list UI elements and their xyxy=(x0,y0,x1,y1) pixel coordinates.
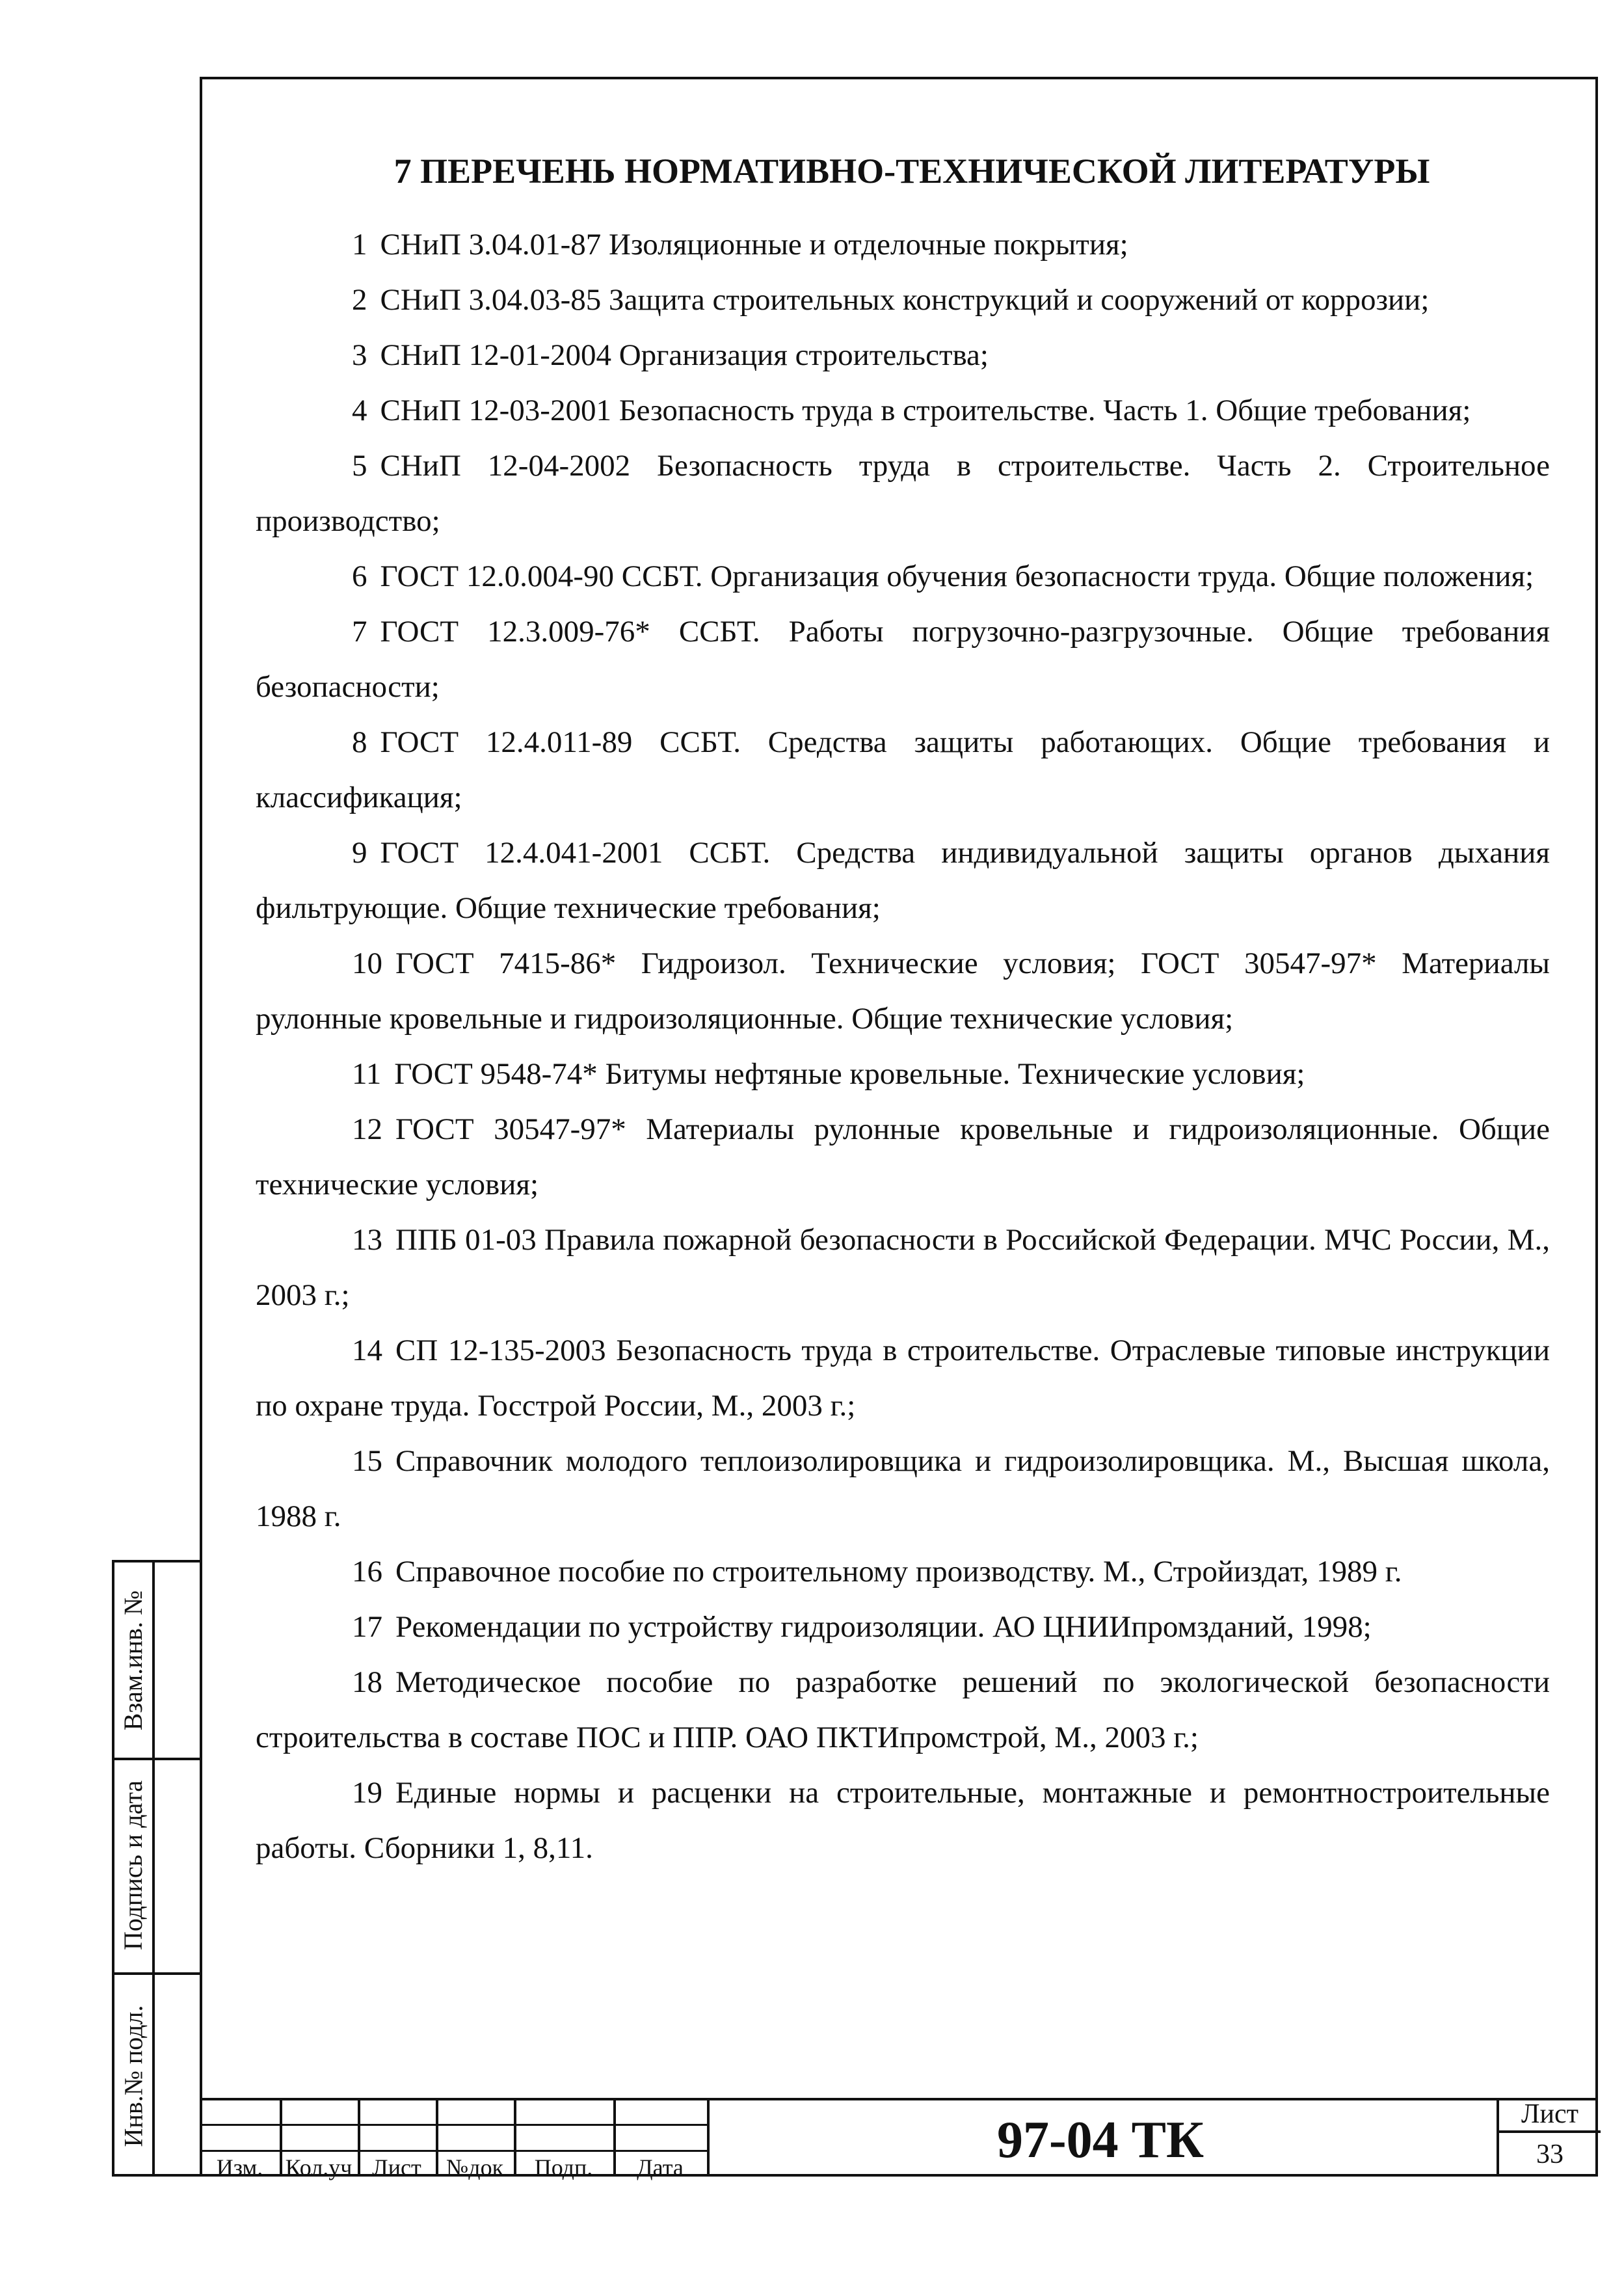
sheet-box xyxy=(1497,2098,1601,2177)
reference-text: Рекомендации по устройству гидроизоляции. АО ЦНИИпромзданий, 1998; xyxy=(395,1610,1372,1644)
reference-item xyxy=(256,1765,1550,1876)
title-block xyxy=(200,2098,1598,2180)
reference-item xyxy=(256,438,1550,549)
reference-number: 5 xyxy=(352,449,367,483)
reference-number: 9 xyxy=(352,836,367,870)
reference-number: 18 xyxy=(352,1665,382,1699)
reference-item xyxy=(256,1544,1550,1600)
reference-text: Единые нормы и расценки на строительные, монтажные и ремонтностроительные работы. Сборники 1, 8,11. xyxy=(256,1776,1550,1865)
revision-grid xyxy=(200,2098,707,2180)
reference-item xyxy=(256,604,1550,715)
reference-number: 3 xyxy=(352,338,367,372)
sheet-number: 33 xyxy=(1536,2139,1564,2169)
reference-number: 10 xyxy=(352,946,382,980)
reference-item xyxy=(256,328,1550,383)
side-stamp xyxy=(112,1560,202,2177)
col-podp-label: Подп. xyxy=(534,2154,593,2180)
vzam-inv-label: Взам.инв. № xyxy=(118,1590,148,1730)
reference-text: СНиП 12-01-2004 Организация строительства; xyxy=(380,338,989,372)
col-izm-label: Изм. xyxy=(216,2154,263,2180)
reference-item xyxy=(256,1600,1550,1655)
reference-item xyxy=(256,1213,1550,1323)
col-data-label: Дата xyxy=(637,2154,684,2180)
inv-original-label: Инв.№ подл. xyxy=(118,2005,148,2147)
reference-text: СНиП 3.04.03-85 Защита строительных конструкций и сооружений от коррозии; xyxy=(380,283,1430,317)
reference-number: 19 xyxy=(352,1776,382,1810)
reference-text: ППБ 01-03 Правила пожарной безопасности в Российской Федерации. МЧС России, М., 2003 г.; xyxy=(256,1223,1550,1312)
reference-text: СНиП 12-04-2002 Безопасность труда в строительстве. Часть 2. Строительное производство; xyxy=(256,449,1550,538)
reference-item xyxy=(256,1655,1550,1765)
reference-number: 12 xyxy=(352,1112,382,1146)
reference-item xyxy=(256,273,1550,328)
reference-text: Методическое пособие по разработке решений по экологической безопасности строительства в составе ПОС и ППР. ОАО ПКТИпромстрой, М., 2003 г.; xyxy=(256,1665,1550,1754)
reference-item xyxy=(256,1323,1550,1434)
reference-item xyxy=(256,715,1550,825)
reference-item xyxy=(256,936,1550,1047)
references-list xyxy=(256,217,1550,1876)
reference-text: СНиП 12-03-2001 Безопасность труда в строительстве. Часть 1. Общие требования; xyxy=(380,394,1471,427)
reference-text: ГОСТ 12.0.004-90 ССБТ. Организация обучения безопасности труда. Общие положения; xyxy=(380,559,1534,593)
reference-item xyxy=(256,1047,1550,1102)
reference-number: 14 xyxy=(352,1334,382,1367)
reference-number: 8 xyxy=(352,725,367,759)
reference-text: ГОСТ 9548-74* Битумы нефтяные кровельные. Технические условия; xyxy=(394,1057,1305,1091)
reference-item xyxy=(256,383,1550,438)
reference-number: 16 xyxy=(352,1555,382,1589)
page-frame xyxy=(200,77,1598,2177)
reference-text: СП 12-135-2003 Безопасность труда в строительстве. Отраслевые типовые инструкции по охране труда. Госстрой России, М., 2003 г.; xyxy=(256,1334,1550,1423)
reference-number: 2 xyxy=(352,283,367,317)
reference-text: Справочник молодого теплоизолировщика и гидроизолировщика. М., Высшая школа, 1988 г. xyxy=(256,1444,1550,1533)
reference-number: 15 xyxy=(352,1444,382,1478)
reference-text: ГОСТ 12.4.041-2001 ССБТ. Средства индивидуальной защиты органов дыхания фильтрующие. Общие технические требования; xyxy=(256,836,1550,925)
reference-number: 1 xyxy=(352,228,367,262)
reference-item xyxy=(256,1102,1550,1213)
reference-text: Справочное пособие по строительному производству. М., Стройиздат, 1989 г. xyxy=(395,1555,1402,1589)
document-code: 97-04 ТК xyxy=(996,2112,1204,2169)
reference-item xyxy=(256,217,1550,273)
reference-text: ГОСТ 12.3.009-76* ССБТ. Работы погрузочно-разгрузочные. Общие требования безопасности; xyxy=(256,615,1550,704)
reference-text: СНиП 3.04.01-87 Изоляционные и отделочные покрытия; xyxy=(380,228,1128,262)
reference-item xyxy=(256,1434,1550,1544)
col-ndok-label: №док xyxy=(446,2154,504,2180)
section-title: 7 ПЕРЕЧЕНЬ НОРМАТИВНО-ТЕХНИЧЕСКОЙ ЛИТЕРАТУРЫ xyxy=(393,152,1430,191)
col-list-label: Лист xyxy=(372,2154,421,2180)
reference-text: ГОСТ 12.4.011-89 ССБТ. Средства защиты работающих. Общие требования и классификация; xyxy=(256,725,1550,814)
reference-number: 7 xyxy=(352,615,367,649)
reference-text: ГОСТ 7415-86* Гидроизол. Технические условия; ГОСТ 30547-97* Материалы рулонные кровельные и гидроизоляционные. Общие технические условия; xyxy=(256,946,1550,1036)
reference-item xyxy=(256,825,1550,936)
reference-number: 6 xyxy=(352,559,367,593)
reference-number: 13 xyxy=(352,1223,382,1257)
sheet-label: Лист xyxy=(1499,2098,1601,2133)
col-kolvo-label: Кол.уч xyxy=(285,2154,353,2180)
signature-date-label: Подпись и дата xyxy=(118,1780,148,1950)
reference-number: 11 xyxy=(352,1057,382,1091)
reference-text: ГОСТ 30547-97* Материалы рулонные кровельные и гидроизоляционные. Общие технические условия; xyxy=(256,1112,1550,1201)
reference-number: 17 xyxy=(352,1610,382,1644)
reference-number: 4 xyxy=(352,394,367,427)
reference-item xyxy=(256,549,1550,604)
